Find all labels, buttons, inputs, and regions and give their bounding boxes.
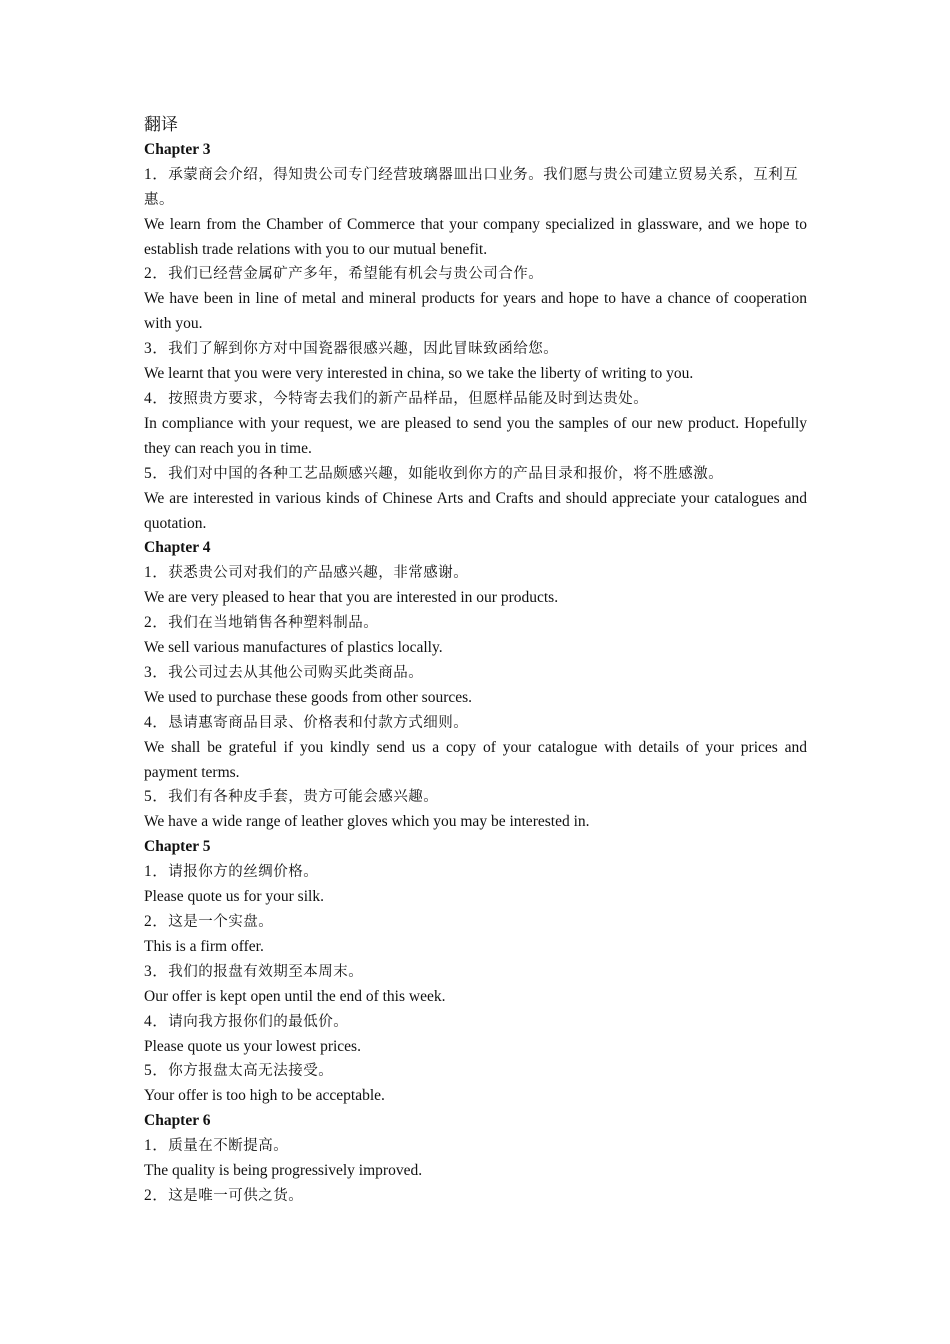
- chinese-sentence: [144, 262, 807, 287]
- english-translation: Please quote us your lowest prices.: [144, 1037, 361, 1055]
- item-number: 2．: [144, 1186, 169, 1204]
- chinese-sentence: [144, 611, 807, 636]
- item-number: 5．: [144, 1062, 169, 1080]
- item-number: 5．: [144, 788, 169, 806]
- item-number: 1．: [144, 863, 169, 881]
- chinese-sentence: [144, 860, 807, 885]
- chinese-text: 按照贵方要求，今特寄去我们的新产品样品，但愿样品能及时到达贵处。: [168, 390, 649, 407]
- document-page: [144, 113, 807, 1209]
- chinese-text: 你方报盘太高无法接受。: [168, 1063, 334, 1080]
- english-translation: We used to purchase these goods from other sources.: [144, 688, 473, 706]
- chinese-text: 我们了解到你方对中国瓷器很感兴趣，因此冒昧致函给您。: [168, 341, 559, 358]
- chinese-text: 这是一个实盘。: [168, 914, 274, 930]
- chinese-text: 我们有各种皮手套，贵方可能会感兴趣。: [168, 789, 439, 806]
- chinese-sentence: [144, 785, 807, 810]
- chinese-sentence: [144, 337, 807, 362]
- document-heading: 翻译: [144, 115, 178, 134]
- english-translation: We are very pleased to hear that you are interested in our products.: [144, 589, 559, 607]
- english-translation: In compliance with your request, we are pleased to send you the samples of our new product. Hopefully they can reach you in time.: [144, 414, 807, 457]
- item-number: 4．: [144, 1012, 169, 1030]
- item-number: 5．: [144, 464, 169, 482]
- english-translation: We have been in line of metal and mineral products for years and hope to have a chance of cooperation with you.: [144, 290, 807, 333]
- english-translation: We are interested in various kinds of Chinese Arts and Crafts and should appreciate your catalogues and quotation.: [144, 489, 807, 532]
- chinese-sentence: [144, 1184, 807, 1209]
- english-translation: We learn from the Chamber of Commerce that your company specialized in glassware, and we hope to establish trade relations with you to our mutual benefit.: [144, 215, 807, 258]
- chinese-sentence: [144, 960, 807, 985]
- chinese-text: 这是唯一可供之货。: [168, 1187, 304, 1204]
- chapter-list: [144, 138, 807, 1209]
- chinese-text: 我们在当地销售各种塑料制品。: [168, 615, 379, 632]
- chinese-text: 质量在不断提高。: [168, 1138, 289, 1155]
- chinese-text: 承蒙商会介绍，得知贵公司专门经营玻璃器皿出口业务。我们愿与贵公司建立贸易关系，互利互惠。: [144, 166, 799, 208]
- chinese-sentence: [144, 910, 807, 935]
- chinese-sentence: [144, 561, 807, 586]
- chinese-text: 我们的报盘有效期至本周末。: [168, 963, 364, 980]
- chinese-text: 获悉贵公司对我们的产品感兴趣，非常感谢。: [168, 565, 469, 582]
- item-number: 3．: [144, 340, 169, 358]
- english-translation: We sell various manufactures of plastics locally.: [144, 639, 443, 657]
- chinese-sentence: [144, 711, 807, 736]
- item-number: 4．: [144, 713, 169, 731]
- chapter-title: Chapter 4: [144, 539, 211, 557]
- chinese-sentence: [144, 163, 807, 213]
- english-translation: We learnt that you were very interested in china, so we take the liberty of writing to you.: [144, 365, 694, 383]
- chinese-sentence: [144, 387, 807, 412]
- english-translation: The quality is being progressively improved.: [144, 1162, 423, 1180]
- item-number: 1．: [144, 1137, 169, 1155]
- english-translation: We have a wide range of leather gloves which you may be interested in.: [144, 813, 590, 831]
- chinese-text: 请报你方的丝绸价格。: [168, 864, 319, 881]
- chinese-text: 我们对中国的各种工艺品颇感兴趣，如能收到你方的产品目录和报价，将不胜感激。: [168, 465, 724, 482]
- item-number: 1．: [144, 564, 169, 582]
- english-translation: This is a firm offer.: [144, 937, 264, 955]
- chinese-sentence: [144, 1010, 807, 1035]
- english-translation: Please quote us for your silk.: [144, 888, 324, 906]
- item-number: 2．: [144, 265, 169, 283]
- chinese-sentence: [144, 661, 807, 686]
- item-number: 1．: [144, 165, 169, 183]
- english-translation: Your offer is too high to be acceptable.: [144, 1087, 385, 1105]
- chinese-sentence: [144, 1134, 807, 1159]
- chapter-title: Chapter 5: [144, 838, 211, 856]
- chinese-text: 恳请惠寄商品目录、价格表和付款方式细则。: [168, 714, 469, 731]
- item-number: 2．: [144, 913, 169, 930]
- item-number: 3．: [144, 962, 169, 980]
- english-translation: We shall be grateful if you kindly send us a copy of your catalogue with details of your prices and payment terms.: [144, 738, 807, 781]
- item-number: 3．: [144, 663, 169, 681]
- chinese-text: 请向我方报你们的最低价。: [168, 1013, 349, 1030]
- item-number: 4．: [144, 389, 169, 407]
- chinese-text: 我们已经营金属矿产多年，希望能有机会与贵公司合作。: [168, 266, 544, 283]
- chinese-sentence: [144, 1059, 807, 1084]
- chapter-title: Chapter 3: [144, 140, 211, 158]
- english-translation: Our offer is kept open until the end of this week.: [144, 987, 446, 1005]
- item-number: 2．: [144, 614, 169, 632]
- chinese-text: 我公司过去从其他公司购买此类商品。: [168, 664, 424, 681]
- chapter-title: Chapter 6: [144, 1112, 211, 1130]
- chinese-sentence: [144, 462, 807, 487]
